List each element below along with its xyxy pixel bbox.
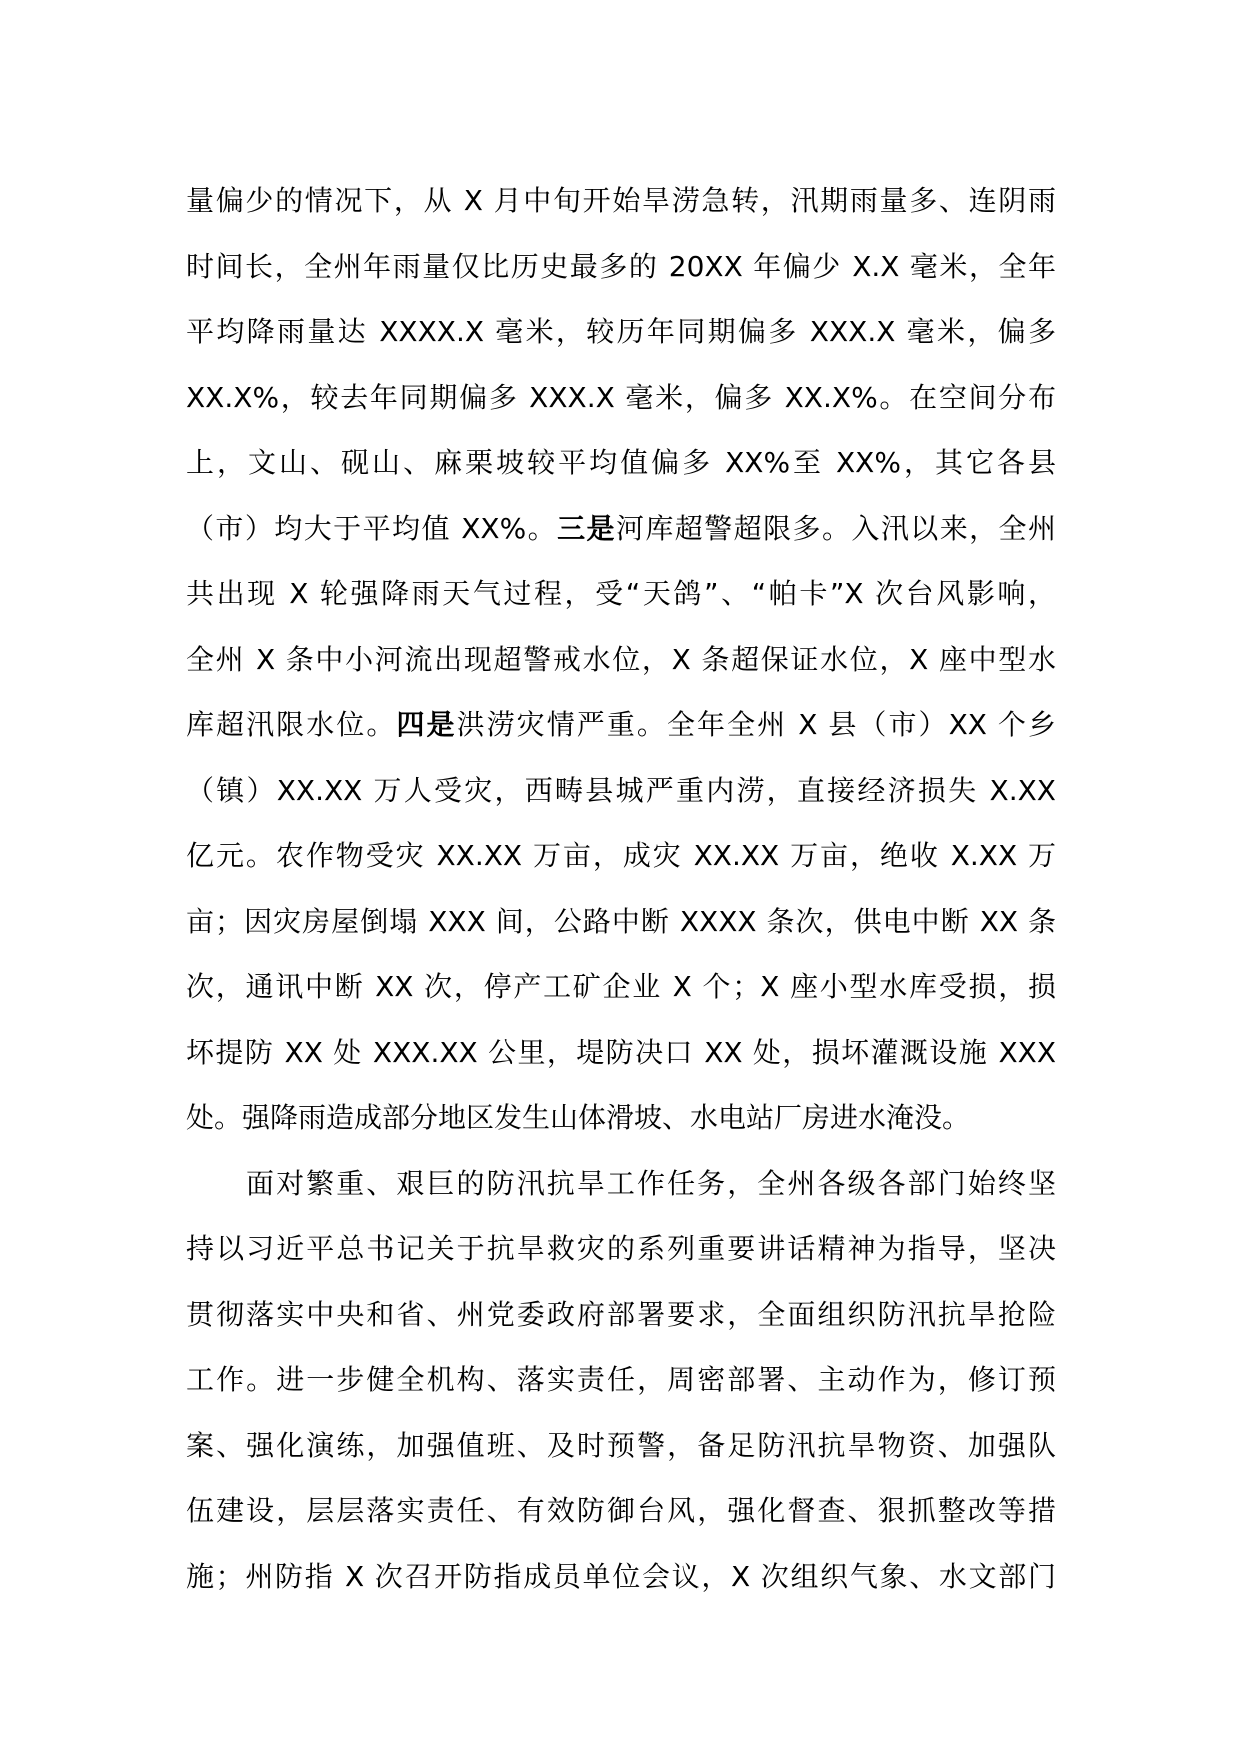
text-line: [186, 1347, 1056, 1413]
text-line: [186, 1413, 1056, 1479]
line-text: 施；州防指 X 次召开防指成员单位会议，X 次组织气象、水文部门: [186, 1559, 1056, 1593]
text-line: [186, 1151, 1056, 1217]
text-line: [186, 430, 1056, 496]
text-line: [186, 1282, 1056, 1348]
line-text: XX.X%，较去年同期偏多 XXX.X 毫米，偏多 XX.X%。在空间分布: [186, 380, 1056, 414]
line-text: 量偏少的情况下，从 X 月中旬开始旱涝急转，汛期雨量多、连阴雨: [186, 184, 1056, 217]
text-line: [186, 561, 1056, 627]
line-text: 亿元。农作物受灾 XX.XX 万亩，成灾 XX.XX 万亩，绝收 X.XX 万: [186, 839, 1056, 872]
text-line: [186, 496, 1056, 562]
line-text: 共出现 X 轮强降雨天气过程，受“天鸽”、“帕卡”X 次台风影响，: [186, 577, 1056, 610]
line-text: 亩；因灾房屋倒塌 XXX 间，公路中断 XXXX 条次，供电中断 XX 条: [186, 904, 1056, 938]
text-line: [186, 758, 1056, 824]
paragraph-2: [186, 1151, 1056, 1610]
text-line: [186, 1478, 1056, 1544]
line-text: 河库超警超限多。入汛以来，全州: [615, 511, 1056, 545]
bold-marker-text: 四是: [396, 708, 457, 741]
line-text: 坏提防 XX 处 XXX.XX 公里，堤防决口 XX 处，损坏灌溉设施 XXX: [186, 1035, 1056, 1069]
text-line: [186, 234, 1056, 300]
text-line: [186, 1020, 1056, 1086]
line-text: 上，文山、砚山、麻栗坡较平均值偏多 XX%至 XX%，其它各县: [186, 446, 1056, 479]
text-line: [186, 365, 1056, 431]
line-text: 伍建设，层层落实责任、有效防御台风，强化督查、狠抓整改等措: [186, 1494, 1056, 1527]
line-text: 贯彻落实中央和省、州党委政府部署要求，全面组织防汛抗旱抢险: [186, 1297, 1056, 1331]
line-text: 次，通讯中断 XX 次，停产工矿企业 X 个；X 座小型水库受损，损: [186, 970, 1056, 1003]
line-text: 案、强化演练，加强值班、及时预警，备足防汛抗旱物资、加强队: [186, 1428, 1056, 1462]
line-text: 面对繁重、艰巨的防汛抗旱工作任务，全州各级各部门始终坚: [246, 1166, 1056, 1200]
text-line: [186, 823, 1056, 889]
line-text: 持以习近平总书记关于抗旱救灾的系列重要讲话精神为指导，坚决: [186, 1232, 1056, 1265]
line-text: （镇）XX.XX 万人受灾，西畴县城严重内涝，直接经济损失 X.XX: [186, 773, 1056, 807]
text-line: [186, 1544, 1056, 1610]
text-line: [186, 692, 1056, 758]
text-line: [186, 168, 1056, 234]
line-text: 处。强降雨造成部分地区发生山体滑坡、水电站厂房进水淹没。: [186, 1101, 971, 1134]
bold-marker-text: 三是: [557, 511, 616, 545]
text-line: [186, 954, 1056, 1020]
line-text: 平均降雨量达 XXXX.X 毫米，较历年同期偏多 XXX.X 毫米，偏多: [186, 315, 1056, 348]
text-line: [186, 299, 1056, 365]
text-line: [186, 627, 1056, 693]
text-line: [186, 889, 1056, 955]
line-text: 工作。进一步健全机构、落实责任，周密部署、主动作为，修订预: [186, 1363, 1056, 1396]
text-line: [186, 1085, 1056, 1151]
line-text: 时间长，全州年雨量仅比历史最多的 20XX 年偏少 X.X 毫米，全年: [186, 249, 1056, 283]
line-text: 全州 X 条中小河流出现超警戒水位，X 条超保证水位，X 座中型水: [186, 642, 1056, 676]
paragraph-1: [186, 168, 1056, 1151]
line-text: 洪涝灾情严重。全年全州 X 县（市）XX 个乡: [456, 708, 1056, 741]
text-line: [186, 1216, 1056, 1282]
line-text: （市）均大于平均值 XX%。: [186, 511, 558, 545]
line-text: 库超汛限水位。: [186, 708, 397, 741]
document-body: [186, 168, 1056, 1609]
